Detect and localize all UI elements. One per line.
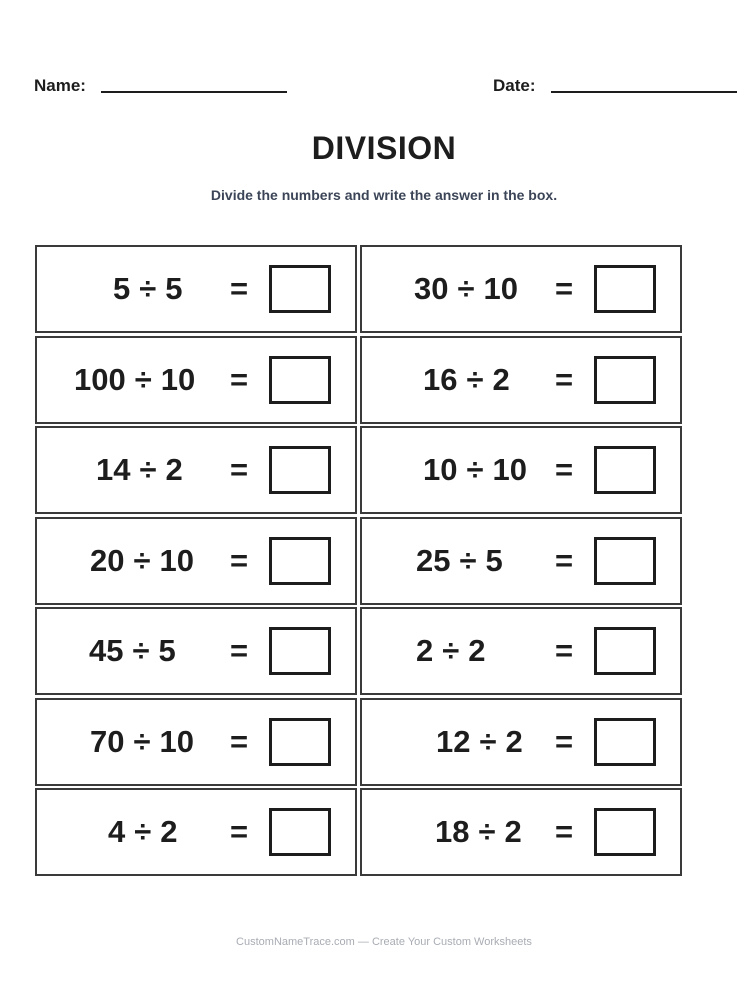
problem-cell xyxy=(35,788,357,876)
divide-sign: ÷ xyxy=(478,814,496,849)
problem-cell xyxy=(35,698,357,786)
answer-box[interactable] xyxy=(594,446,656,494)
worksheet-instructions: Divide the numbers and write the answer in the box. xyxy=(210,187,558,203)
answer-box[interactable] xyxy=(269,627,331,675)
problem-expression xyxy=(37,271,249,307)
dividend: 4 xyxy=(108,814,126,849)
answer-box[interactable] xyxy=(594,808,656,856)
dividend: 18 xyxy=(435,814,470,849)
answer-box[interactable] xyxy=(594,627,656,675)
name-label: Name: xyxy=(34,76,86,95)
name-line[interactable] xyxy=(101,91,287,93)
worksheet-title: DIVISION xyxy=(311,130,457,166)
problem-cell xyxy=(35,517,357,605)
problem-cell xyxy=(360,245,682,333)
problem-expression xyxy=(362,542,574,579)
dividend: 12 xyxy=(436,723,471,759)
dividend: 30 xyxy=(414,271,449,306)
problem-expression xyxy=(362,361,574,398)
problem-expression xyxy=(362,271,574,307)
problem-cell xyxy=(360,517,682,605)
divide-sign: ÷ xyxy=(134,361,152,397)
problem-cell xyxy=(360,607,682,695)
divide-sign: ÷ xyxy=(133,542,151,578)
divide-sign: ÷ xyxy=(139,452,157,487)
divisor: 2 xyxy=(492,361,510,397)
problem-expression xyxy=(37,542,249,579)
problem-cell xyxy=(360,426,682,514)
problem-expression xyxy=(362,814,574,850)
problem-expression xyxy=(362,633,574,669)
equals-sign: = xyxy=(554,542,574,578)
answer-box[interactable] xyxy=(594,265,656,313)
equals-sign: = xyxy=(229,271,249,306)
dividend: 14 xyxy=(96,452,131,487)
dividend: 10 xyxy=(423,452,458,487)
problem-cell xyxy=(35,607,357,695)
divide-sign: ÷ xyxy=(466,361,484,397)
divide-sign: ÷ xyxy=(459,542,477,578)
answer-box[interactable] xyxy=(594,718,656,766)
equals-sign: = xyxy=(229,723,249,759)
divisor: 2 xyxy=(165,452,183,487)
divisor: 10 xyxy=(159,542,194,578)
problem-expression xyxy=(37,452,249,488)
dividend: 2 xyxy=(416,633,434,668)
divisor: 10 xyxy=(159,723,194,759)
dividend: 25 xyxy=(416,542,451,578)
divide-sign: ÷ xyxy=(479,723,497,759)
divisor: 5 xyxy=(485,542,503,578)
date-label: Date: xyxy=(493,76,536,95)
equals-sign: = xyxy=(554,361,574,397)
equals-sign: = xyxy=(229,361,249,397)
header-fields xyxy=(0,74,750,98)
answer-box[interactable] xyxy=(269,446,331,494)
equals-sign: = xyxy=(229,814,249,849)
equals-sign: = xyxy=(554,723,574,759)
problem-cell xyxy=(360,788,682,876)
dividend: 5 xyxy=(113,271,131,306)
answer-box[interactable] xyxy=(269,265,331,313)
date-line[interactable] xyxy=(551,91,737,93)
dividend: 70 xyxy=(90,723,125,759)
divisor: 10 xyxy=(160,361,196,397)
divisor: 10 xyxy=(492,452,527,487)
divisor: 2 xyxy=(160,814,178,849)
divisor: 2 xyxy=(504,814,522,849)
problem-cell xyxy=(35,426,357,514)
divisor: 2 xyxy=(505,723,523,759)
problem-cell xyxy=(360,336,682,424)
problem-expression xyxy=(37,361,249,398)
problem-cell xyxy=(360,698,682,786)
problem-grid xyxy=(35,245,682,874)
problem-expression xyxy=(362,452,574,488)
dividend: 16 xyxy=(423,361,458,397)
dividend: 45 xyxy=(89,633,124,668)
divisor: 5 xyxy=(158,633,176,668)
answer-box[interactable] xyxy=(594,537,656,585)
equals-sign: = xyxy=(229,633,249,668)
divide-sign: ÷ xyxy=(139,271,157,306)
problem-expression xyxy=(37,633,249,669)
problem-cell xyxy=(35,336,357,424)
answer-box[interactable] xyxy=(269,718,331,766)
problem-expression xyxy=(37,814,249,850)
equals-sign: = xyxy=(554,633,574,668)
problem-expression xyxy=(362,723,574,760)
dividend: 100 xyxy=(74,361,126,397)
answer-box[interactable] xyxy=(269,356,331,404)
problem-cell xyxy=(35,245,357,333)
divide-sign: ÷ xyxy=(132,633,150,668)
equals-sign: = xyxy=(554,271,574,306)
equals-sign: = xyxy=(229,542,249,578)
equals-sign: = xyxy=(554,452,574,487)
divisor: 2 xyxy=(468,633,486,668)
answer-box[interactable] xyxy=(269,808,331,856)
divide-sign: ÷ xyxy=(133,723,151,759)
footer-credit: CustomNameTrace.com — Create Your Custom Worksheets xyxy=(236,936,532,948)
divide-sign: ÷ xyxy=(442,633,460,668)
answer-box[interactable] xyxy=(594,356,656,404)
problem-expression xyxy=(37,723,249,760)
equals-sign: = xyxy=(229,452,249,487)
divisor: 5 xyxy=(165,271,183,306)
divide-sign: ÷ xyxy=(457,271,475,306)
divide-sign: ÷ xyxy=(134,814,152,849)
divide-sign: ÷ xyxy=(466,452,484,487)
dividend: 20 xyxy=(90,542,125,578)
equals-sign: = xyxy=(554,814,574,849)
divisor: 10 xyxy=(483,271,518,306)
answer-box[interactable] xyxy=(269,537,331,585)
